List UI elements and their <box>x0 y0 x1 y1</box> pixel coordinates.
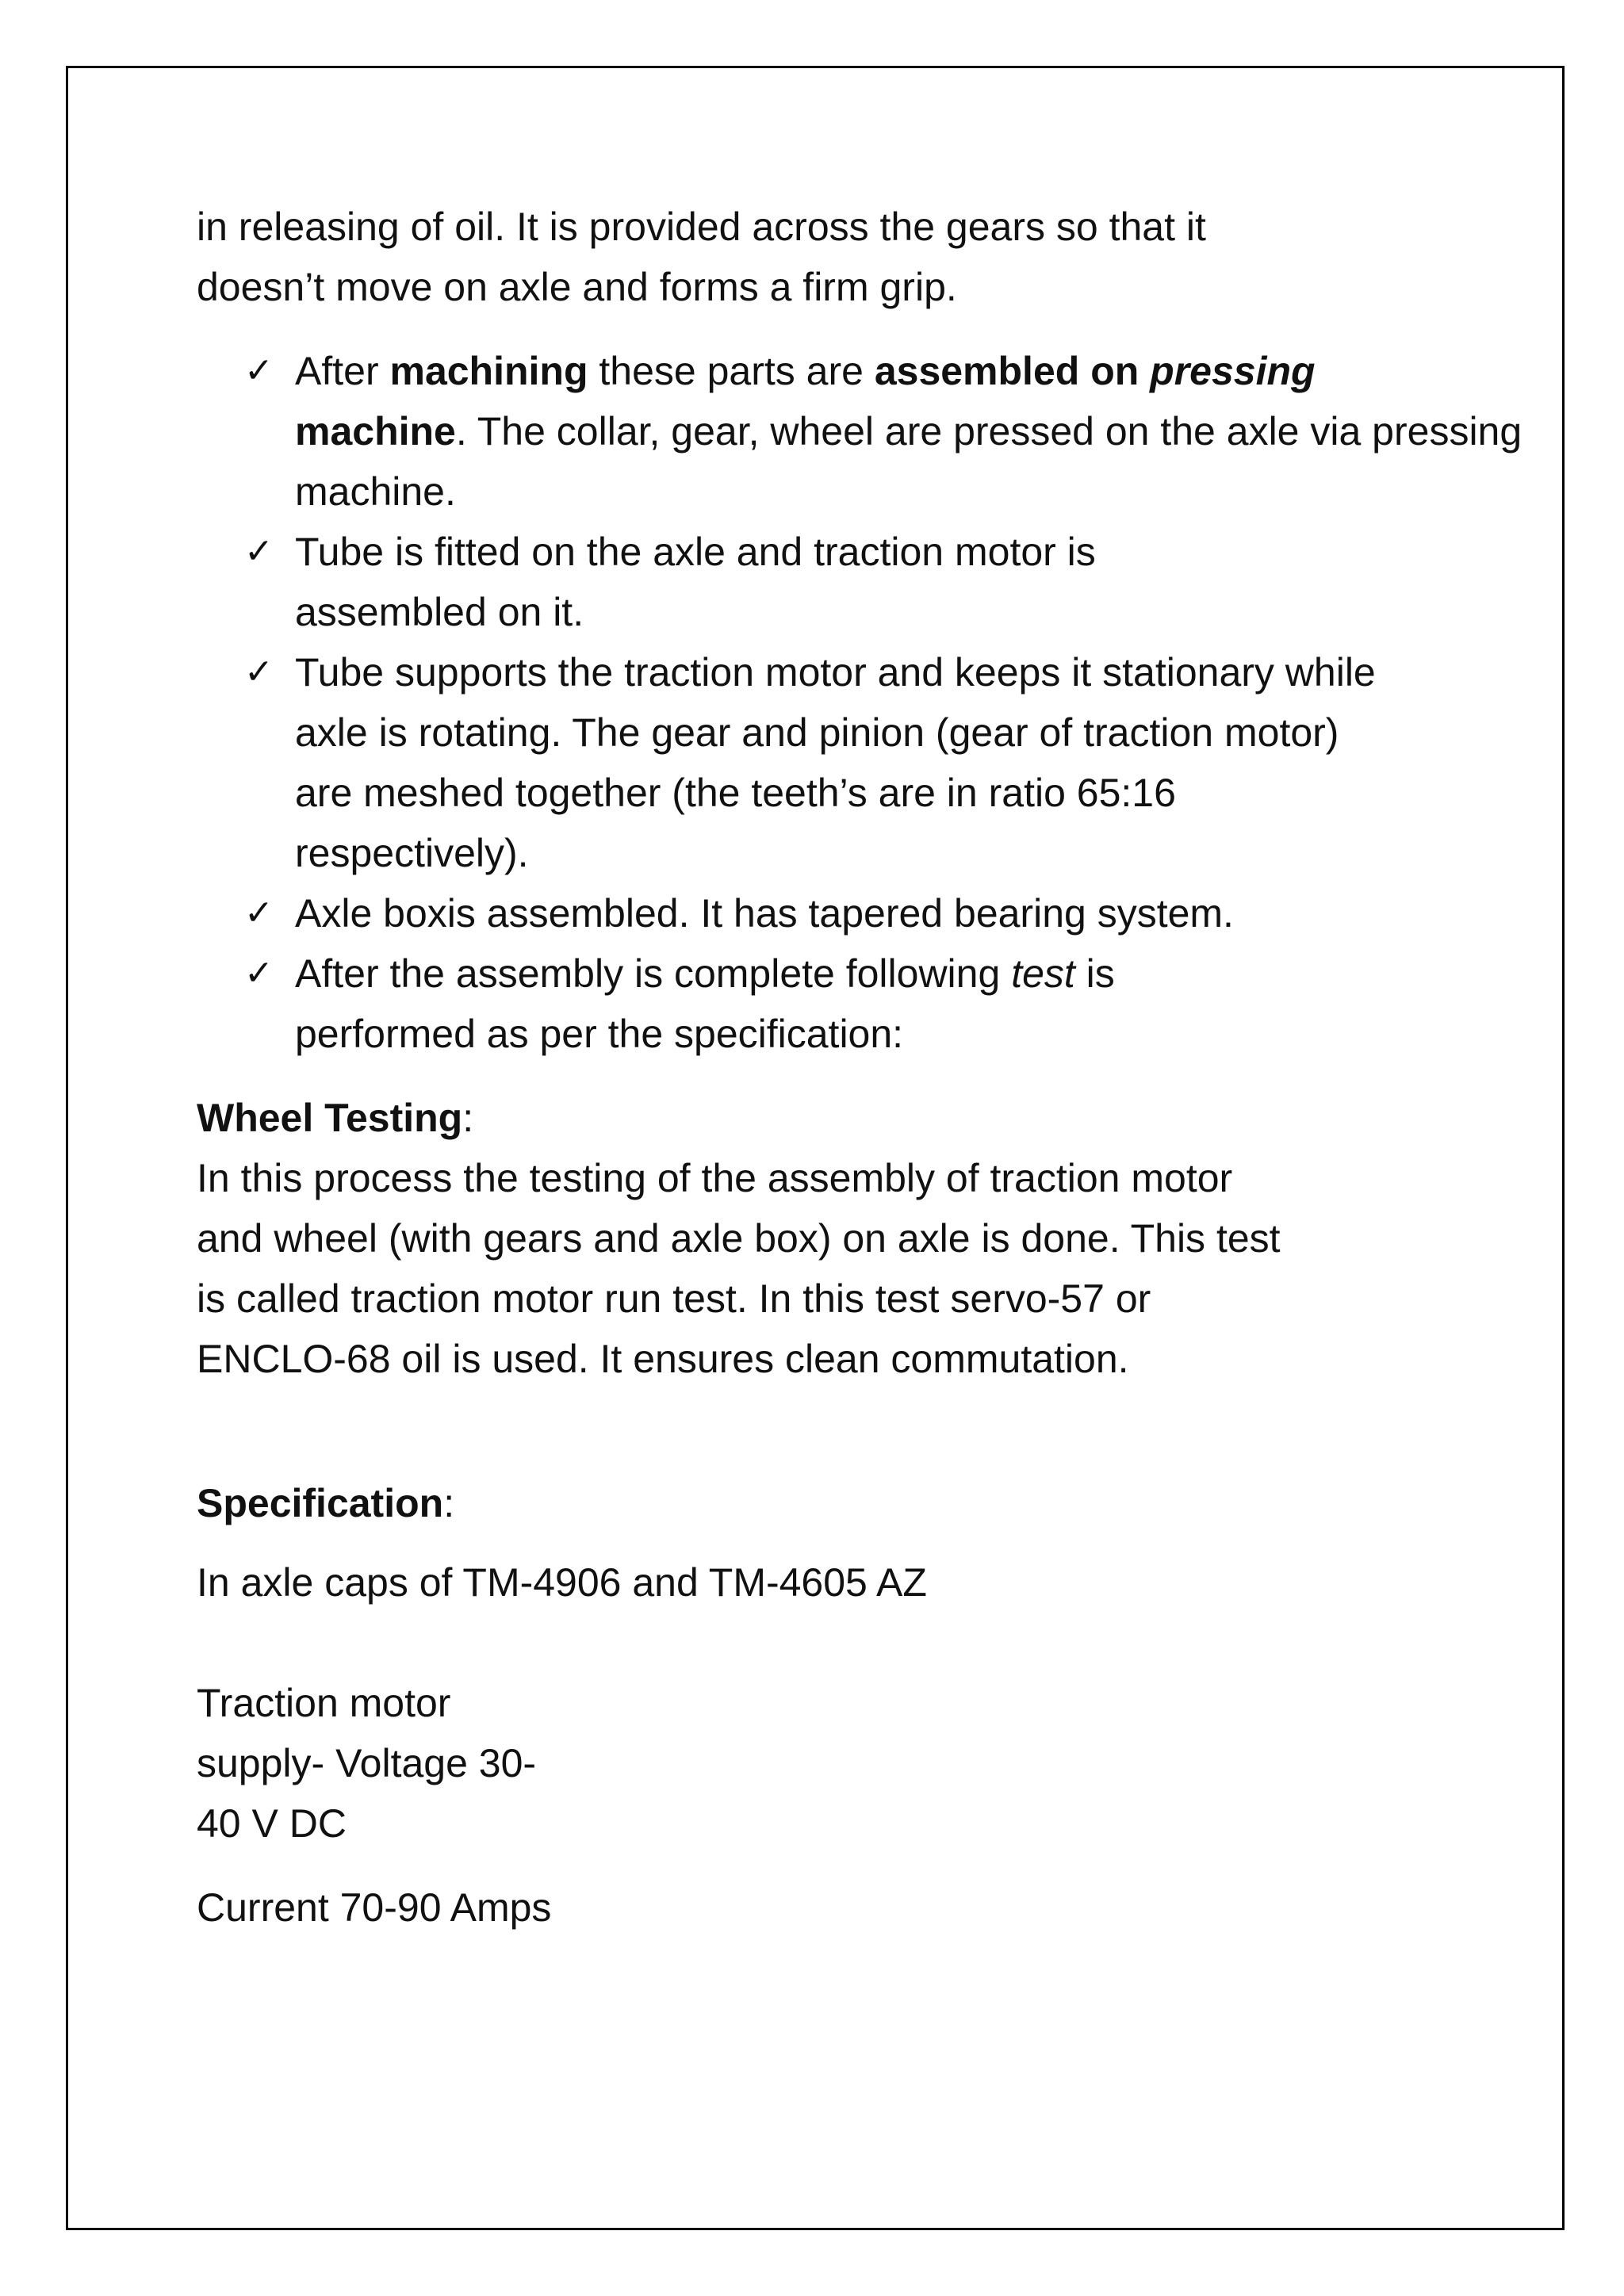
bold-term-machining: machining <box>389 349 588 393</box>
intro-line-1: in releasing of oil. It is provided across the gears so that it <box>197 205 1206 249</box>
checkmark-icon: ✓ <box>244 350 274 391</box>
specification-heading-text: Specification <box>197 1481 444 1525</box>
intro-line-2: doesn’t move on axle and forms a firm grip. <box>197 265 957 309</box>
list-item <box>244 341 1532 522</box>
spec-motor-line-1: Traction motor <box>197 1681 451 1725</box>
spec-caps-line: In axle caps of TM-4906 and TM-4605 AZ <box>197 1560 927 1605</box>
spec-motor-line-2: supply- Voltage 30- <box>197 1741 537 1785</box>
spec-current-line: Current 70-90 Amps <box>197 1885 552 1930</box>
intro-paragraph <box>197 197 1481 317</box>
wheel-testing-heading-text: Wheel Testing <box>197 1096 463 1140</box>
heading-colon: : <box>462 1096 474 1140</box>
list-item <box>244 883 1453 943</box>
bold-term-machine: machine <box>295 409 456 453</box>
list-item-text: these parts are <box>588 349 875 393</box>
list-item-text: . The collar, gear, wheel are pressed on the axle via pressing machine. <box>295 409 1522 514</box>
list-item-text: Tube is fitted on the axle and traction motor is assembled on it. <box>295 530 1096 634</box>
wheel-testing-paragraph: In this process the testing of the assembly of traction motor and wheel (with gears and axle box) on axle is done. This test is called traction motor run test. In this test servo-57 or ENCLO-68 oil is used. It ensures clean commutation. <box>197 1156 1281 1381</box>
list-item <box>244 943 1294 1064</box>
list-item-text: After the assembly is complete following <box>295 951 1012 996</box>
list-item-text: After <box>295 349 390 393</box>
checkmark-icon: ✓ <box>244 893 274 933</box>
spacer <box>197 1854 1481 1877</box>
bold-term-assembled: assembled on <box>874 349 1151 393</box>
heading-colon: : <box>443 1481 455 1525</box>
wheel-testing-heading <box>197 1088 1481 1148</box>
spacer <box>197 1613 1481 1673</box>
checklist <box>197 341 1522 1064</box>
spacer <box>197 1533 1481 1552</box>
list-item-text: Axle boxis assembled. It has tapered bearing system. <box>295 891 1234 936</box>
bold-italic-term-pressing: pressing <box>1150 349 1316 393</box>
checkmark-icon: ✓ <box>244 652 274 692</box>
list-item-text: is performed as per the specification: <box>295 951 1115 1056</box>
document-body <box>197 197 1522 1938</box>
list-item <box>244 522 1294 642</box>
checkmark-icon: ✓ <box>244 531 274 572</box>
spec-motor-block <box>197 1673 1481 1854</box>
list-item-text: Tube supports the traction motor and keeps it stationary while axle is rotating. The gear and pinion (gear of traction motor) are meshed together (the teeth’s are in ratio 65:16 respectively). <box>295 650 1376 875</box>
checkmark-icon: ✓ <box>244 953 274 993</box>
list-item <box>244 642 1405 883</box>
spacer <box>197 1389 1481 1449</box>
italic-term-test: test <box>1011 951 1075 996</box>
specification-heading <box>197 1473 1481 1533</box>
spec-motor-line-3: 40 V DC <box>197 1801 347 1846</box>
